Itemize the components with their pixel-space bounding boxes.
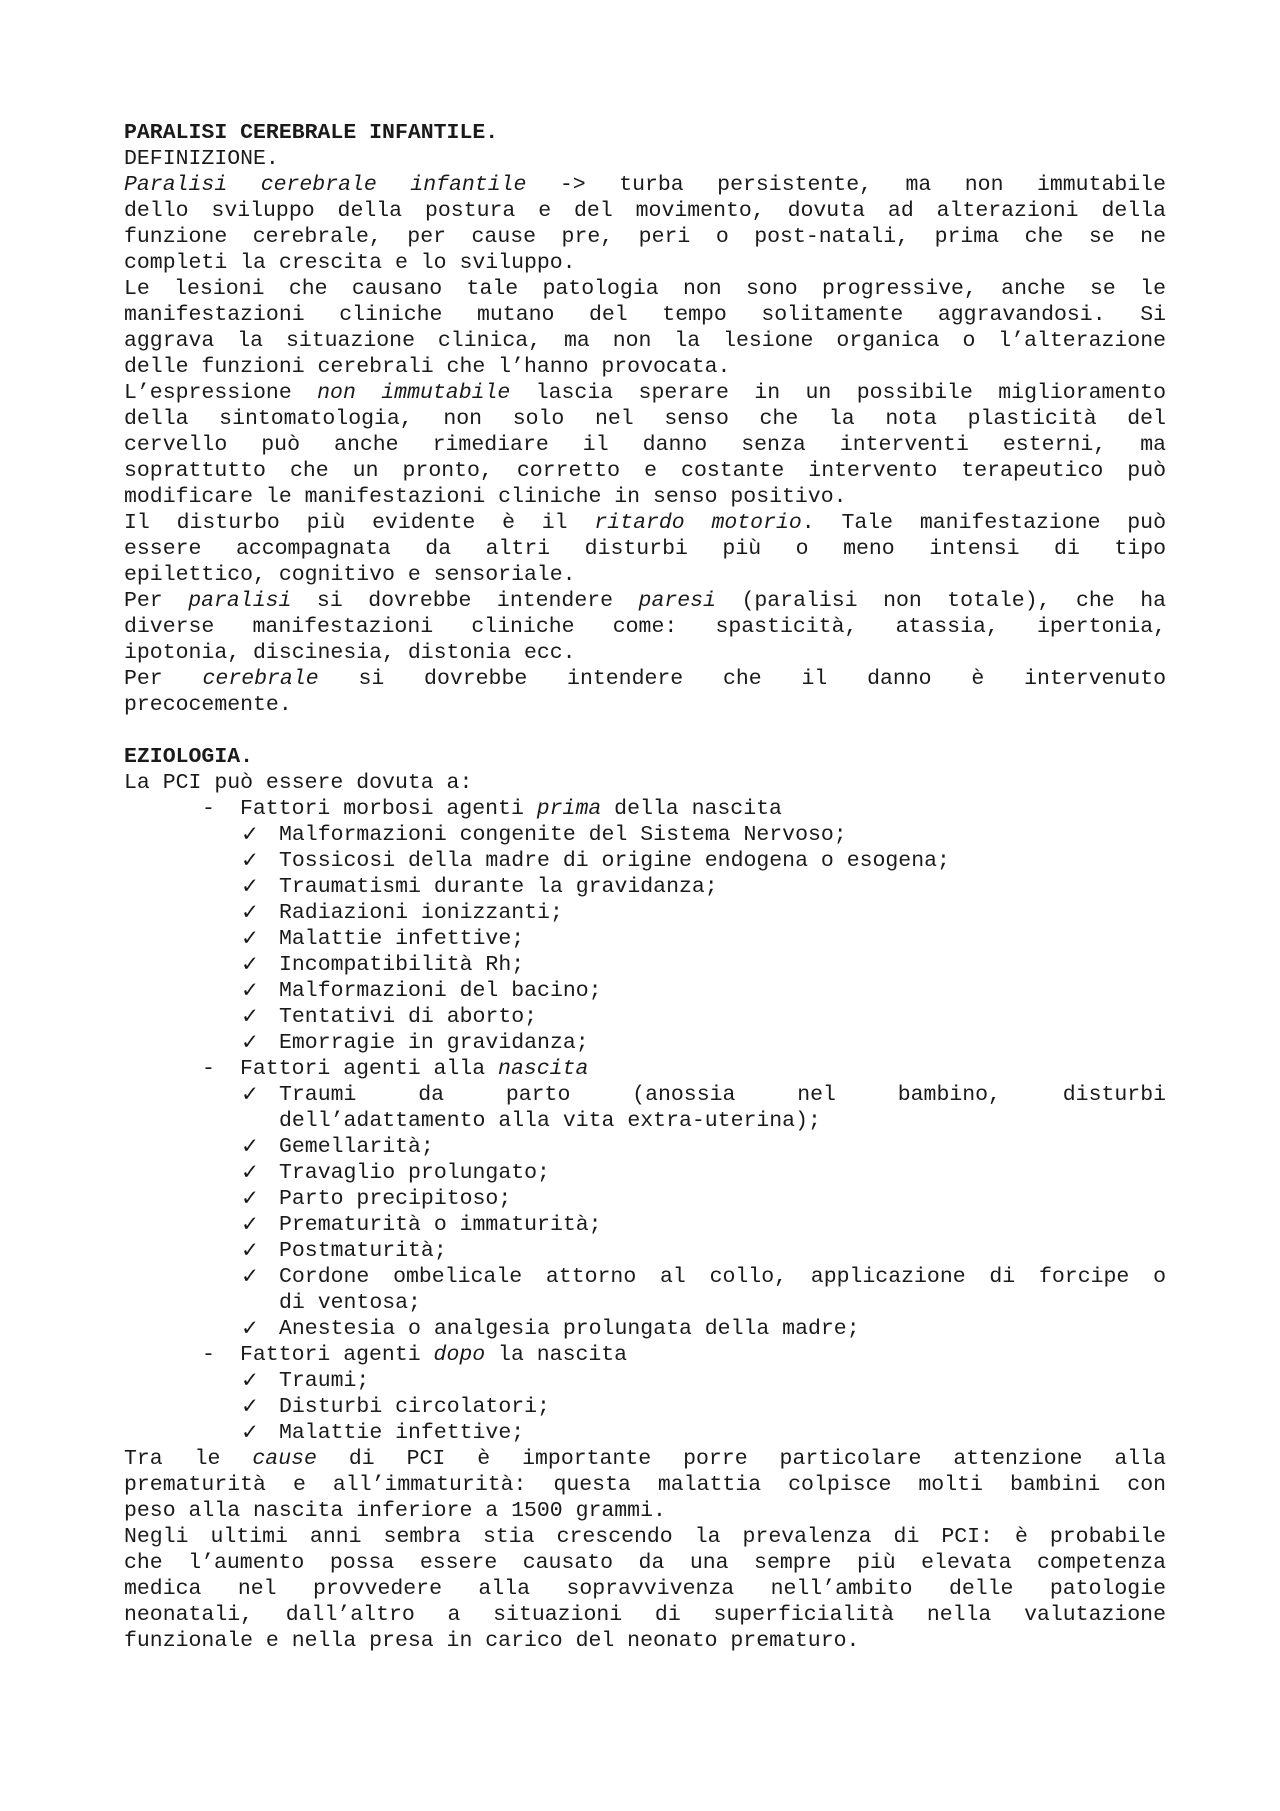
text-run: la nascita: [485, 1343, 628, 1367]
text-run: completi la crescita e lo sviluppo.: [124, 251, 576, 275]
text-run: (paralisi non totale), che ha: [715, 589, 1166, 613]
text-run: essere accompagnata da altri disturbi più o meno intensi di tipo: [124, 537, 1166, 561]
paragraph-line: [124, 458, 1166, 484]
text-run: medica nel provvedere alla sopravvivenza nell’ambito delle patologie: [124, 1577, 1166, 1601]
factor-list-item-continuation: [124, 1290, 1166, 1316]
factor-group-label: [124, 796, 1166, 822]
paragraph-line: [124, 276, 1166, 302]
factor-group-label: [124, 1342, 1166, 1368]
checkmark-icon: ✓: [241, 1186, 260, 1211]
paragraph-line: [124, 380, 1166, 406]
factor-text: Radiazioni ionizzanti;: [279, 901, 563, 925]
italic-text: Paralisi cerebrale infantile: [124, 173, 527, 197]
text-run: Il disturbo più evidente è il: [124, 511, 595, 535]
factor-text: Anestesia o analgesia prolungata della madre;: [279, 1317, 860, 1341]
factor-list-item: [124, 1238, 1166, 1264]
factor-list-item: [124, 978, 1166, 1004]
italic-text: prima: [536, 797, 602, 821]
section-spacer: [124, 718, 1166, 744]
text-run: manifestazioni cliniche mutano del tempo solitamente aggravandosi. Si: [124, 303, 1166, 327]
text-run: Tra le: [124, 1447, 253, 1471]
paragraph-line: [124, 692, 1166, 718]
paragraph-line: [124, 614, 1166, 640]
factor-text: Traumi da parto (anossia nel bambino, disturbi: [279, 1083, 1166, 1107]
dash-bullet-icon: -: [202, 1343, 215, 1367]
italic-text: paresi: [638, 589, 716, 613]
checkmark-icon: ✓: [241, 1134, 260, 1159]
dash-bullet-icon: -: [202, 1057, 215, 1081]
text-run: . Tale manifestazione può: [801, 511, 1166, 535]
etiology-intro: La PCI può essere dovuta a:: [124, 771, 473, 795]
text-run: aggrava la situazione clinica, ma non la lesione organica o l’alterazione: [124, 329, 1166, 353]
text-run: dello sviluppo della postura e del movimento, dovuta ad alterazioni della: [124, 199, 1166, 223]
factor-list-item: [124, 1030, 1166, 1056]
text-run: che l’aumento possa essere causato da una sempre più elevata competenza: [124, 1551, 1166, 1575]
text-run: della sintomatologia, non solo nel senso che la nota plasticità del: [124, 407, 1166, 431]
paragraph-line: [124, 1446, 1166, 1472]
factor-list-item: [124, 1212, 1166, 1238]
factor-text: Cordone ombelicale attorno al collo, applicazione di forcipe o: [279, 1265, 1166, 1289]
text-run: -> turba persistente, ma non immutabile: [526, 173, 1166, 197]
text-run: lascia sperare in un possibile miglioramento: [510, 381, 1166, 405]
factor-list-item: [124, 1160, 1166, 1186]
factor-text: Incompatibilità Rh;: [279, 953, 525, 977]
paragraph-line: [124, 354, 1166, 380]
text-run: Per: [124, 667, 203, 691]
paragraph-line: [124, 1472, 1166, 1498]
factor-text: Malformazioni del bacino;: [279, 979, 602, 1003]
text-run: precocemente.: [124, 693, 292, 717]
italic-text: ritardo motorio: [594, 511, 802, 535]
paragraph-line: [124, 536, 1166, 562]
paragraph-line: [124, 666, 1166, 692]
paragraph-line: [124, 1498, 1166, 1524]
italic-text: cerebrale: [202, 667, 319, 691]
paragraph-line: [124, 1550, 1166, 1576]
factor-text: Postmaturità;: [279, 1239, 447, 1263]
text-run: Le lesioni che causano tale patologia non sono progressive, anche se le: [124, 277, 1166, 301]
text-run: cervello può anche rimediare il danno senza interventi esterni, ma: [124, 433, 1166, 457]
factor-text: Prematurità o immaturità;: [279, 1213, 602, 1237]
italic-text: nascita: [498, 1057, 589, 1081]
factor-list-item: [124, 952, 1166, 978]
factor-text: dell’adattamento alla vita extra-uterina);: [279, 1109, 821, 1133]
paragraph-line: [124, 484, 1166, 510]
text-run: si dovrebbe intendere che il danno è intervenuto: [318, 667, 1167, 691]
text-run: modificare le manifestazioni cliniche in senso positivo.: [124, 485, 847, 509]
text-run: Negli ultimi anni sembra stia crescendo la prevalenza di PCI: è probabile: [124, 1525, 1166, 1549]
factor-text: Tossicosi della madre di origine endogena o esogena;: [279, 849, 950, 873]
paragraph-line: [124, 1602, 1166, 1628]
italic-text: dopo: [433, 1343, 486, 1367]
dash-bullet-icon: -: [202, 797, 215, 821]
paragraph-line: [124, 302, 1166, 328]
factor-list-item: [124, 1368, 1166, 1394]
text-run: neonatali, dall’altro a situazioni di superficialità nella valutazione: [124, 1603, 1166, 1627]
text-run: prematurità e all’immaturità: questa malattia colpisce molti bambini con: [124, 1473, 1166, 1497]
paragraph-line: [124, 510, 1166, 536]
text-run: si dovrebbe intendere: [291, 589, 639, 613]
paragraph-line: [124, 328, 1166, 354]
factor-list-item: [124, 1394, 1166, 1420]
factor-text: Tentativi di aborto;: [279, 1005, 538, 1029]
text-run: della nascita: [601, 797, 782, 821]
factor-text: Malattie infettive;: [279, 927, 525, 951]
text-run: di PCI è importante porre particolare attenzione alla: [316, 1447, 1166, 1471]
checkmark-icon: ✓: [241, 900, 260, 925]
text-run: Fattori morbosi agenti: [240, 797, 537, 821]
checkmark-icon: ✓: [241, 1238, 260, 1263]
factor-list-item: [124, 1004, 1166, 1030]
checkmark-icon: ✓: [241, 978, 260, 1003]
factor-list-item: [124, 1316, 1166, 1342]
text-run: Fattori agenti alla: [240, 1057, 499, 1081]
checkmark-icon: ✓: [241, 952, 260, 977]
checkmark-icon: ✓: [241, 1212, 260, 1237]
factor-text: Malattie infettive;: [279, 1421, 525, 1445]
paragraph-line: [124, 1628, 1166, 1654]
definition-heading: DEFINIZIONE.: [124, 147, 279, 171]
italic-text: cause: [252, 1447, 317, 1471]
text-run: Per: [124, 589, 189, 613]
checkmark-icon: ✓: [241, 874, 260, 899]
checkmark-icon: ✓: [241, 1394, 260, 1419]
paragraph-line: [124, 250, 1166, 276]
factor-text: di ventosa;: [279, 1291, 421, 1315]
factor-list-item: [124, 822, 1166, 848]
factor-text: Parto precipitoso;: [279, 1187, 512, 1211]
text-run: funzione cerebrale, per cause pre, peri o post-natali, prima che se ne: [124, 225, 1166, 249]
factor-text: Malformazioni congenite del Sistema Nervoso;: [279, 823, 847, 847]
paragraph-line: [124, 406, 1166, 432]
factor-list-item: [124, 1264, 1166, 1290]
paragraph-line: [124, 1576, 1166, 1602]
paragraph-line: [124, 432, 1166, 458]
checkmark-icon: ✓: [241, 1316, 260, 1341]
text-run: ipotonia, discinesia, distonia ecc.: [124, 641, 576, 665]
text-run: funzionale e nella presa in carico del neonato prematuro.: [124, 1629, 860, 1653]
factor-group-label: [124, 1056, 1166, 1082]
factor-list-item-continuation: [124, 1108, 1166, 1134]
factor-list-item: [124, 926, 1166, 952]
checkmark-icon: ✓: [241, 1004, 260, 1029]
text-run: diverse manifestazioni cliniche come: spasticità, atassia, ipertonia,: [124, 615, 1166, 639]
italic-text: non immutabile: [317, 381, 511, 405]
paragraph-line: [124, 1524, 1166, 1550]
factor-list-item: [124, 1186, 1166, 1212]
closing-section: [124, 1446, 1166, 1654]
text-run: epilettico, cognitivo e sensoriale.: [124, 563, 576, 587]
document-body: [124, 120, 1166, 1654]
italic-text: paralisi: [188, 589, 292, 613]
text-run: L’espressione: [124, 381, 318, 405]
factor-text: Gemellarità;: [279, 1135, 434, 1159]
factor-list-item: [124, 1134, 1166, 1160]
paragraph-line: [124, 172, 1166, 198]
checkmark-icon: ✓: [241, 848, 260, 873]
text-run: delle funzioni cerebrali che l’hanno provocata.: [124, 355, 731, 379]
factor-list-item: [124, 874, 1166, 900]
factor-text: Disturbi circolatori;: [279, 1395, 550, 1419]
etiology-list: [124, 796, 1166, 1446]
paragraph-line: [124, 588, 1166, 614]
checkmark-icon: ✓: [241, 1082, 260, 1107]
checkmark-icon: ✓: [241, 1420, 260, 1445]
checkmark-icon: ✓: [241, 1264, 260, 1289]
etiology-heading: EZIOLOGIA.: [124, 745, 254, 769]
checkmark-icon: ✓: [241, 926, 260, 951]
paragraph-line: [124, 198, 1166, 224]
factor-list-item: [124, 1420, 1166, 1446]
factor-text: Travaglio prolungato;: [279, 1161, 550, 1185]
factor-text: Traumatismi durante la gravidanza;: [279, 875, 718, 899]
text-run: soprattutto che un pronto, corretto e costante intervento terapeutico può: [124, 459, 1166, 483]
definition-section: [124, 172, 1166, 718]
factor-text: Traumi;: [279, 1369, 370, 1393]
factor-list-item: [124, 900, 1166, 926]
checkmark-icon: ✓: [241, 1160, 260, 1185]
document-title: PARALISI CEREBRALE INFANTILE.: [124, 121, 499, 145]
factor-list-item: [124, 1082, 1166, 1108]
text-run: peso alla nascita inferiore a 1500 grammi.: [124, 1499, 666, 1523]
checkmark-icon: ✓: [241, 1368, 260, 1393]
checkmark-icon: ✓: [241, 1030, 260, 1055]
paragraph-line: [124, 224, 1166, 250]
paragraph-line: [124, 562, 1166, 588]
text-run: Fattori agenti: [240, 1343, 434, 1367]
factor-list-item: [124, 848, 1166, 874]
checkmark-icon: ✓: [241, 822, 260, 847]
factor-text: Emorragie in gravidanza;: [279, 1031, 589, 1055]
paragraph-line: [124, 640, 1166, 666]
